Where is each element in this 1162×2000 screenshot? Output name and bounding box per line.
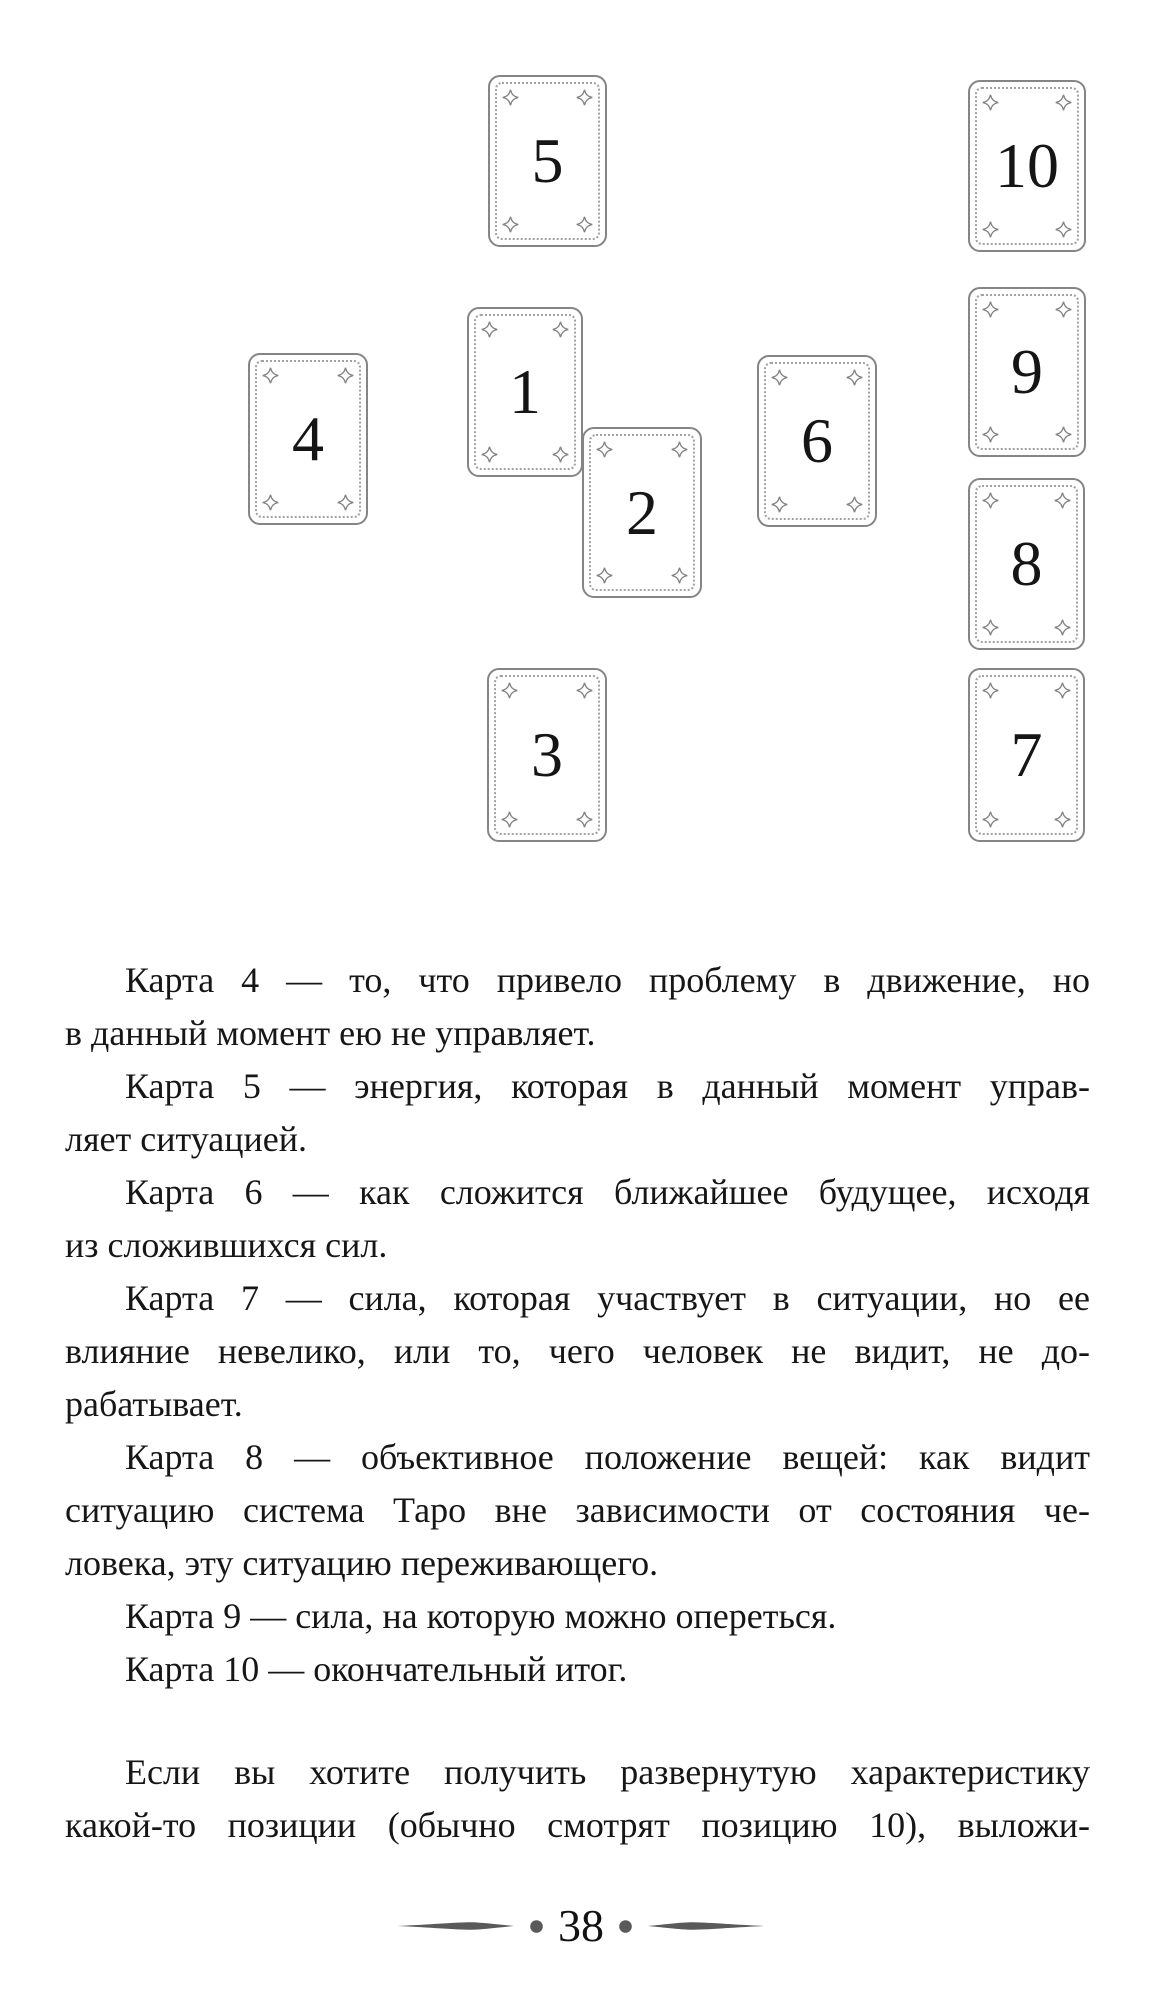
text-line: ловека, эту ситуацию переживающего.	[65, 1543, 659, 1583]
text-line: ляет ситуацией.	[65, 1119, 308, 1159]
text-line: Карта 7 — сила, которая участвует в ситуации, но ее	[125, 1278, 1090, 1318]
text-line: Карта 8 — объективное положение вещей: как видит	[125, 1437, 1090, 1477]
page-number: 38	[558, 1900, 604, 1951]
card-number: 9	[1011, 336, 1043, 407]
text-line: Карта 5 — энергия, которая в данный момент управ-	[125, 1066, 1090, 1106]
footer-dot-right-icon	[618, 1919, 633, 1934]
text-line: какой-то позиции (обычно смотрят позицию 10), выложи-	[65, 1805, 1090, 1845]
footer-dot-left-icon	[529, 1919, 544, 1934]
tarot-card-10	[968, 80, 1086, 252]
text-line: Карта 6 — как сложится ближайшее будущее, исходя	[125, 1172, 1090, 1212]
footer-ornament-left-icon	[397, 1919, 515, 1933]
tarot-card-2	[582, 427, 702, 598]
tarot-card-8	[968, 478, 1085, 650]
card-number: 6	[801, 405, 833, 476]
text-line: Карта 10 — окончательный итог.	[125, 1649, 628, 1689]
card-number: 8	[1010, 528, 1043, 599]
text-line: в данный момент ею не управляет.	[65, 1013, 596, 1053]
footer-ornament-right-icon	[647, 1919, 765, 1933]
body-text	[65, 954, 1090, 1852]
page-footer	[0, 1900, 1162, 1951]
text-line: Если вы хотите получить развернутую характеристику	[125, 1752, 1090, 1792]
text-line: рабатывает.	[65, 1384, 243, 1424]
card-number: 2	[626, 476, 658, 548]
text-line: из сложившихся сил.	[65, 1225, 388, 1265]
text-line: влияние невелико, или то, чего человек не видит, не до-	[65, 1331, 1090, 1371]
tarot-card-4	[248, 353, 368, 525]
text-line: Карта 9 — сила, на которую можно опереться.	[125, 1596, 837, 1636]
tarot-card-6	[757, 355, 877, 527]
tarot-card-3	[487, 668, 607, 842]
card-number: 4	[292, 403, 324, 474]
card-number: 5	[531, 125, 564, 196]
text-line: Карта 4 — то, что привело проблему в движение, но	[125, 960, 1090, 1000]
text-line: ситуацию система Таро вне зависимости от состояния че-	[65, 1490, 1090, 1530]
tarot-card-5	[488, 75, 607, 247]
card-number: 1	[509, 356, 541, 427]
card-number: 7	[1010, 719, 1043, 790]
tarot-card-9	[968, 287, 1086, 457]
card-number: 10	[995, 130, 1059, 201]
tarot-card-1	[467, 307, 583, 477]
tarot-card-7	[968, 668, 1085, 842]
card-number: 3	[531, 719, 563, 790]
